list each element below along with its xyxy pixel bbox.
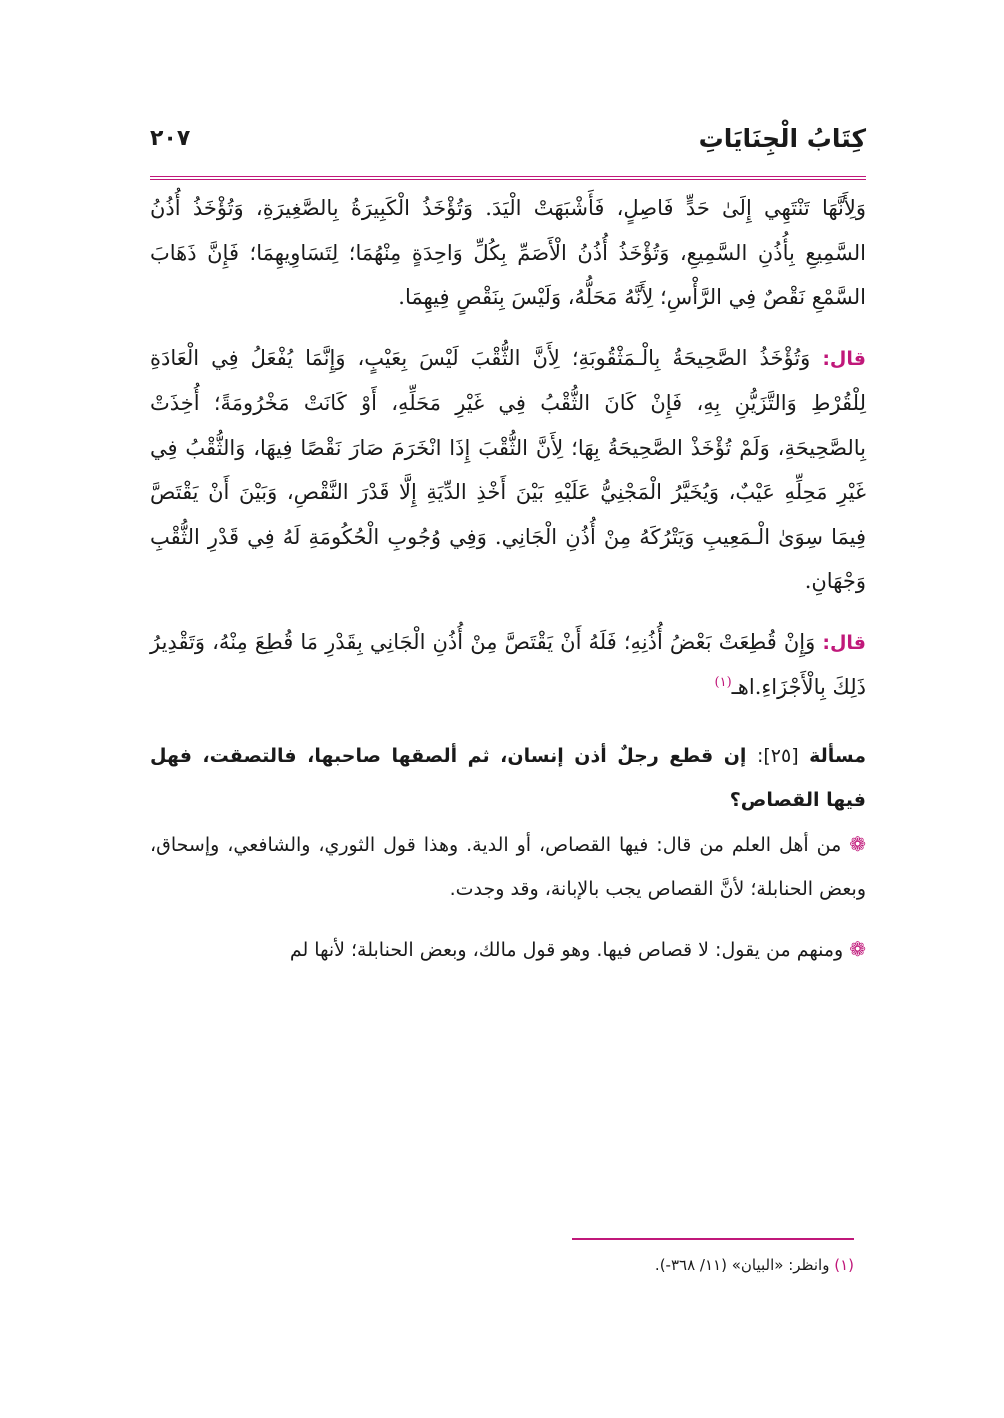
- flower-bullet-icon: ❁: [849, 936, 866, 961]
- masala-heading: [150, 734, 866, 822]
- qal-label: قال:: [822, 631, 867, 654]
- footnote: [138, 1252, 854, 1278]
- footnote-divider: [572, 1238, 854, 1240]
- paragraph-2: [150, 336, 866, 604]
- page-header: [150, 120, 866, 168]
- paragraph-5: [150, 927, 866, 972]
- body-text: [150, 186, 866, 972]
- paragraph-3: [150, 620, 866, 710]
- flower-bullet-icon: ❁: [849, 831, 866, 856]
- masala-label: مسألة: [809, 744, 866, 767]
- paragraph-4-text: من أهل العلم من قال: فيها القصاص، أو الدية. وهذا قول الثوري، والشافعي، وإسحاق، وبعض الحنابلة؛ لأنَّ القصاص يجب بالإبانة، وقد وجدت.: [150, 833, 866, 900]
- footnote-text: وانظر: «البيان» (١١/ ٣٦٨-).: [654, 1256, 830, 1274]
- paragraph-1: وَلِأَنَّهَا تَنْتَهِي إِلَىٰ حَدٍّ فَاصِلٍ، فَأَشْبَهَتْ الْيَدَ. وَتُؤْخَذُ الْكَبِيرَةُ بِالصَّغِيرَةِ، وَتُؤْخَذُ أُذُنُ السَّمِيعِ بِأُذُنِ السَّمِيعِ، وَتُؤْخَذُ أُذُنُ الْأَصَمِّ بِكُلِّ وَاحِدَةٍ مِنْهُمَا؛ لِتَسَاوِيهِمَا؛ فَإِنَّ ذَهَابَ السَّمْعِ نَقْصٌ فِي الرَّأْسِ؛ لِأَنَّهُ مَحَلُّهُ، وَلَيْسَ بِنَقْصٍ فِيهِمَا.: [150, 196, 866, 309]
- running-title: كِتَابُ الْجِنَايَاتِ: [698, 124, 866, 153]
- paragraph-5-text: ومنهم من يقول: لا قصاص فيها. وهو قول مالك، وبعض الحنابلة؛ لأنها لم: [289, 938, 844, 961]
- header-divider: [150, 176, 866, 180]
- footnote-reference[interactable]: (١): [714, 675, 732, 690]
- paragraph-2-text: وَتُؤْخَذُ الصَّحِيحَةُ بِالْـمَثْقُوبَةِ؛ لِأَنَّ الثُّقْبَ لَيْسَ بِعَيْبٍ، وَإِنَّمَا يُفْعَلُ فِي الْعَادَةِ لِلْقُرْطِ وَالتَّزَيُّنِ بِهِ، فَإِنْ كَانَ الثُّقْبُ فِي غَيْرِ مَحَلِّهِ، أَوْ كَانَتْ مَخْرُومَةً؛ أُخِذَتْ بِالصَّحِيحَةِ، وَلَمْ تُؤْخَذْ الصَّحِيحَةُ بِهَا؛ لِأَنَّ الثُّقْبَ إِذَا انْخَرَمَ صَارَ نَقْصًا فِيهَا، وَالثُّقْبُ فِي غَيْرِ مَحِلِّهِ عَيْبٌ، وَيُخَيَّرُ الْمَجْنِيُّ عَلَيْهِ بَيْنَ أَخْذِ الدِّيَةِ إِلَّا قَدْرَ النَّقْصِ، وَبَيْنَ أَنْ يَقْتَصَّ فِيمَا سِوَىٰ الْـمَعِيبِ وَيَتْرُكَهُ مِنْ أُذُنِ الْجَانِي. وَفِي وُجُوبِ الْحُكُومَةِ لَهُ فِي قَدْرِ الثُّقْبِ وَجْهَانِ.: [150, 345, 866, 593]
- paragraph-3-text: وَإِنْ قُطِعَتْ بَعْضُ أُذُنِهِ؛ فَلَهُ أَنْ يَقْتَصَّ مِنْ أُذُنِ الْجَانِي بِقَدْرِ مَا قُطِعَ مِنْهُ، وَتَقْدِيرُ ذَلِكَ بِالْأَجْزَاءِ.اهـ: [150, 629, 866, 699]
- masala-number: [٢٥]:: [756, 744, 799, 767]
- footnote-number: (١): [834, 1256, 854, 1274]
- page-number: ٢٠٧: [150, 126, 191, 151]
- paragraph-4: [150, 822, 866, 911]
- masala-question: إن قطع رجلٌ أذن إنسان، ثم ألصقها صاحبها، فالتصقت، فهل فيها القصاص؟: [150, 744, 866, 811]
- qal-label: قال:: [822, 347, 866, 370]
